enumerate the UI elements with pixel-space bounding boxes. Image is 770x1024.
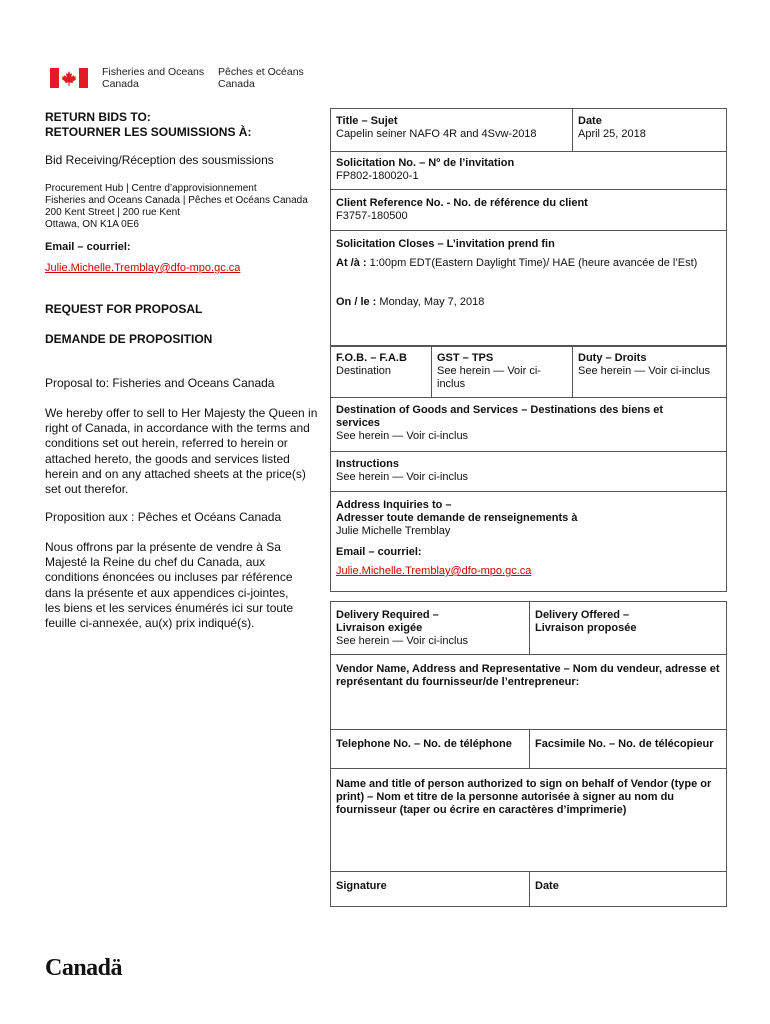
offer-text-fr: Nous offrons par la présente de vendre à Sa Majesté la Reine du chef du Canada, aux conditions énoncées ou incluses par référence dans la présente et aux appendices ci-jointes, les biens et les services énumérés ici sur toute feuille ci-annexée, au(x) prix indiqué(s). xyxy=(45,540,294,631)
offer-text-en: We hereby offer to sell to Her Majesty the Queen in right of Canada, in accordance with the terms and conditions set out herein, referred to herein or attached hereto, the goods and services listed herein and on any attached sheets at the price(s) set out therefor. xyxy=(45,406,318,497)
delivery-required-field: Delivery Required – Livraison exigée See herein — Voir ci-inclus xyxy=(336,609,469,647)
duty-field: Duty – Droits See herein — Voir ci-inclus xyxy=(578,352,711,377)
title-field: Title – Sujet Capelin seiner NAFO 4R and 4Svw-2018 xyxy=(336,115,537,140)
client-reference: Client Reference No. - No. de référence du client F3757-180500 xyxy=(336,197,588,222)
delivery-offered-field[interactable]: Delivery Offered – Livraison proposée xyxy=(535,609,637,634)
signature-date-field[interactable]: Date xyxy=(535,880,559,892)
solicitation-closes: Solicitation Closes – L’invitation prend fin At /à : 1:00pm EDT(Eastern Daylight Time)/ HAE (heure avancée de l’Est) On / le : Monday, May 7, 2018 xyxy=(336,238,698,308)
email-link[interactable]: Julie.Michelle.Tremblay@dfo-mpo.gc.ca xyxy=(45,262,241,274)
inquiries-field: Address Inquiries to – Adresser toute demande de renseignements à Julie Michelle Tremblay Email – courriel: Julie.Michelle.Tremblay@dfo-mpo.gc.ca xyxy=(330,495,727,582)
canada-flag-icon xyxy=(50,68,88,88)
inquiries-email-link[interactable]: Julie.Michelle.Tremblay@dfo-mpo.gc.ca xyxy=(336,565,532,577)
instructions-field: Instructions See herein — Voir ci-inclus xyxy=(336,458,469,483)
fob-field: F.O.B. – F.A.B Destination xyxy=(336,352,407,377)
department-name-en: Fisheries and Oceans Canada xyxy=(102,66,205,90)
facsimile-field[interactable]: Facsimile No. – No. de télécopieur xyxy=(535,738,714,750)
department-name-fr: Pêches et Océans Canada xyxy=(218,66,304,90)
rfp-title-fr: DEMANDE DE PROPOSITION xyxy=(45,332,213,346)
destination-field: Destination of Goods and Services – Destinations des biens et services See herein — Voir ci-inclus xyxy=(336,404,664,442)
gst-field: GST – TPS See herein — Voir ci-inclus xyxy=(437,352,541,390)
email-label: Email – courriel: xyxy=(45,241,131,253)
vendor-info-field[interactable]: Vendor Name, Address and Representative – Nom du vendeur, adresse et représentant du fournisseur/de l’entrepreneur: xyxy=(336,663,720,688)
telephone-field[interactable]: Telephone No. – No. de téléphone xyxy=(336,738,512,750)
rfp-title-en: REQUEST FOR PROPOSAL xyxy=(45,302,203,316)
proposal-to: Proposal to: Fisheries and Oceans Canada xyxy=(45,376,275,390)
authorized-person-field[interactable]: Name and title of person authorized to sign on behalf of Vendor (type or print) – Nom et titre de la personne autorisée à signer au nom du fournisseur (taper ou écrire en caractères d’imprimerie) xyxy=(336,778,712,816)
return-bids-heading: RETURN BIDS TO: RETOURNER LES SOUMISSIONS À: xyxy=(45,110,252,139)
canada-wordmark: Canadä xyxy=(45,955,123,981)
return-address: Procurement Hub | Centre d’approvisionnement Fisheries and Oceans Canada | Pêches et Océans Canada 200 Kent Street | 200 rue Kent Ottawa, ON K1A 0E6 xyxy=(45,183,308,230)
bid-receiving: Bid Receiving/Réception des sousmissions xyxy=(45,153,274,167)
government-signature xyxy=(50,66,350,94)
proposition-aux: Proposition aux : Pêches et Océans Canada xyxy=(45,510,282,524)
solicitation-number: Solicitation No. – Nº de l’invitation FP802-180020-1 xyxy=(336,157,515,182)
signature-field[interactable]: Signature xyxy=(336,880,387,892)
date-field: Date April 25, 2018 xyxy=(578,115,646,140)
